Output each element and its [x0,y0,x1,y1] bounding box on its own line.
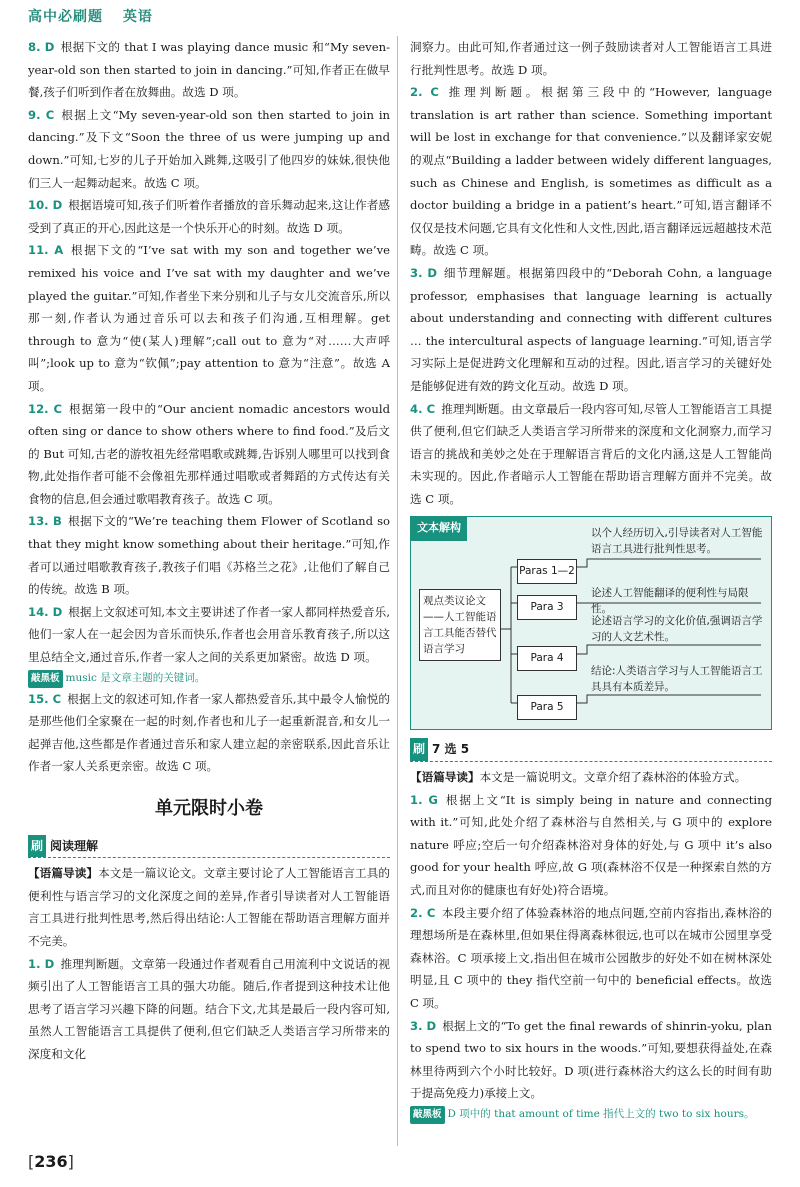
answer-item: 10. D 根据语境可知,孩子们听着作者播放的音乐舞动起来,这让作者感受到了真正的开心,因此这是一个快乐开心的时刻。故选 D 项。 [28,198,390,235]
answer-item: 3. D 细节理解题。根据第四段中的“Deborah Cohn, a language professor, emphasises that language learning is actually about understanding and connecting with different cultures … the intercultural aspects of language learning.”可知,语言学习实际上是促进跨文化理解和互动的过程。因此,语言学习的关键好处是能够促进有效的跨文化互动。故选 D 项。 [410,265,772,393]
para-label: Para 5 [517,695,577,720]
seven-tag: 刷 7 选 5 [410,738,772,762]
answer-item: 9. C 根据上文“My seven-year-old son then started to join in dancing.”及下文“Soon the three of us were jumping up and down.”可知,七岁的儿子开始加入跳舞,这吸引了他四岁的妹妹,很快他们三人一起舞动起来。故选 C 项。 [28,107,390,190]
structure-root: 观点类议论文——人工智能语言工具能否替代语言学习 [419,589,501,661]
answer-item: 1. D 推理判断题。文章第一段通过作者观看自己用流利中文说话的视频引出了人工智能语言工具的强大功能。随后,作者提到这种技术让他思考了语言学习兴趣下降的问题。结合下文,尤其是最后一段内容可知,虽然人工智能语言工具提供了便利,但它们缺乏人类语言学习所带来的深度和文化 [28,956,390,1061]
para-desc: 论述语言学习的文化价值,强调语言学习的人文艺术性。 [591,615,763,644]
subject-title: 英语 [122,9,153,25]
continued-text: 洞察力。由此可知,作者通过这一例子鼓励读者对人工智能语言工具进行批判性思考。故选 D 项。 [410,40,772,77]
answer-item: 2. C 推理判断题。根据第三段中的“However, language translation is art rather than science. Something important will be lost in exchange for that convenience.”以及翻译家安妮的观点“Building a ladder between widely different languages, such as Chinese and English, is sometimes as difficult as a doctor building a bridge in a patient’s heart.”可知,语言翻译不仅仅是技术问题,它具有文化性和人文性,因此,语言翻译远远超越技术范畴。故选 C 项。 [410,85,772,258]
page-number: [236] [28,1152,74,1171]
page-header [28,6,167,28]
answer-item: 8. D 根据下文的 that I was playing dance music 和“My seven-year-old son then started to join in dancing.”可知,作者正在做早餐,孩子们听到作者在放舞曲。故选 D 项。 [28,40,390,100]
answer-item: 1. G 根据上文“It is simply being in nature and connecting with it.”可知,此处介绍了森林浴与自然相关,与 G 项中的 explore nature 呼应;空后一句介绍森林浴对身体的好处,与 G 项中 it’s also good for your health 呼应,故 G 项(森林浴不仅是一种探索自然的方式,而且对你的健康也有好处)符合语境。 [410,792,772,898]
para-label: Para 3 [517,595,577,620]
answer-item: 11. A 根据下文的“I’ve sat with my son and together we’ve remixed his voice and I’ve sat with my daughter and we’ve played the guitar.”可知,作者坐下来分别和儿子与女儿交流音乐,所以那一刻,作者认为通过音乐可以去和孩子们沟通,互相理解。get through to 意为“使(某人)理解”;call out to 意为“对……大声呼叫”;look up to 意为“钦佩”;pay attention to 意为“注意”。故选 A 项。 [28,243,390,393]
left-column [28,36,390,1066]
para-label: Paras 1—2 [517,559,577,584]
para-desc: 论述人工智能翻译的便利性与局限性。 [591,587,749,616]
right-column [410,36,772,1124]
answer-item: 14. D 根据上文叙述可知,本文主要讲述了作者一家人都同样热爱音乐,他们一家人在一起会因为音乐而快乐,作者也会用音乐教育孩子,所以这里总结全文,通过音乐,作者一家人之间的关系更加紧密。故选 D 项。 [28,604,390,665]
answer-item: 15. C 根据上文的叙述可知,作者一家人都热爱音乐,其中最令人愉悦的是那些他们全家聚在一起的时刻,作者也和儿子一起重新混音,和女儿一起弹吉他,这些都是作者通过音乐和家人建立起的亲密联系,因此音乐让作者一家人关系更亲密。故选 C 项。 [28,691,390,774]
column-divider [397,36,398,1146]
para-desc: 结论:人类语言学习与人工智能语言工具具有本质差异。 [591,665,763,694]
tip-note: 敲黑板 D 项中的 that amount of time 指代上文的 two to six hours。 [410,1105,772,1124]
tip-note: 敲黑板 music 是文章主题的关键词。 [28,669,390,688]
section-title: 单元限时小卷 [155,798,263,819]
reading-tag: 刷 阅读理解 [28,835,390,859]
answer-item: 2. C 本段主要介绍了体验森林浴的地点问题,空前内容指出,森林浴的理想场所是在森林里,但如果住得离森林很远,也可以在城市公园里享受森林浴。C 项承接上文,指出但在城市公园散步的好处不如在树林深处明显,且 C 项中的 they 指代空前一句中的 beneficial effects。故选 C 项。 [410,905,772,1010]
para-desc: 以个人经历切入,引导读者对人工智能语言工具进行批判性思考。 [591,527,763,556]
para-label: Para 4 [517,646,577,671]
answer-item: 12. C 根据第一段中的“Our ancient nomadic ancestors would often sing or dance to show others where to find food.”及后文的 But 可知,古老的游牧祖先经常唱歌或跳舞,告诉别人哪里可以找到食物,此处指作者可能不会像祖先那样通过唱歌或者舞蹈的方式传达有关食物的信息,但会通过歌唱教育孩子。故选 C 项。 [28,401,390,506]
answer-item: 3. D 根据上文的“To get the final rewards of shinrin-yoku, plan to spend two to six hours in the woods.”可知,要想获得益处,在森林里待两到六个小时比较好。D 项(进行森林浴大约这么长的时间有助于提高免疫力)承接上文。 [410,1018,772,1101]
guide-text: 【语篇导读】本文是一篇议论文。文章主要讨论了人工智能语言工具的便利性与语言学习的文化深度之间的差异,作者引导读者对人工智能语言工具进行批判性思考,然后得出结论:人工智能在帮助语言理解方面并不完美。 [28,866,390,948]
book-title: 高中必刷题 [28,9,103,25]
answer-item: 13. B 根据下文的“We’re teaching them Flower of Scotland so that they might know something about their heritage.”可知,作者可以通过唱歌教育孩子,教孩子们唱《苏格兰之花》,让他们了解自己的传统。故选 B 项。 [28,514,390,597]
answer-item: 4. C 推理判断题。由文章最后一段内容可知,尽管人工智能语言工具提供了便利,但它们缺乏人类语言学习所带来的深度和文化洞察力,而学习语言的挑战和美妙之处在于理解语言背后的文化内涵,这是人工智能尚未实现的。因此,作者暗示人工智能在帮助语言理解方面并不完美。故选 C 项。 [410,401,772,506]
structure-title: 文本解构 [411,516,467,541]
structure-diagram [410,516,772,730]
guide-text: 【语篇导读】本文是一篇说明文。文章介绍了森林浴的体验方式。 [410,770,747,785]
